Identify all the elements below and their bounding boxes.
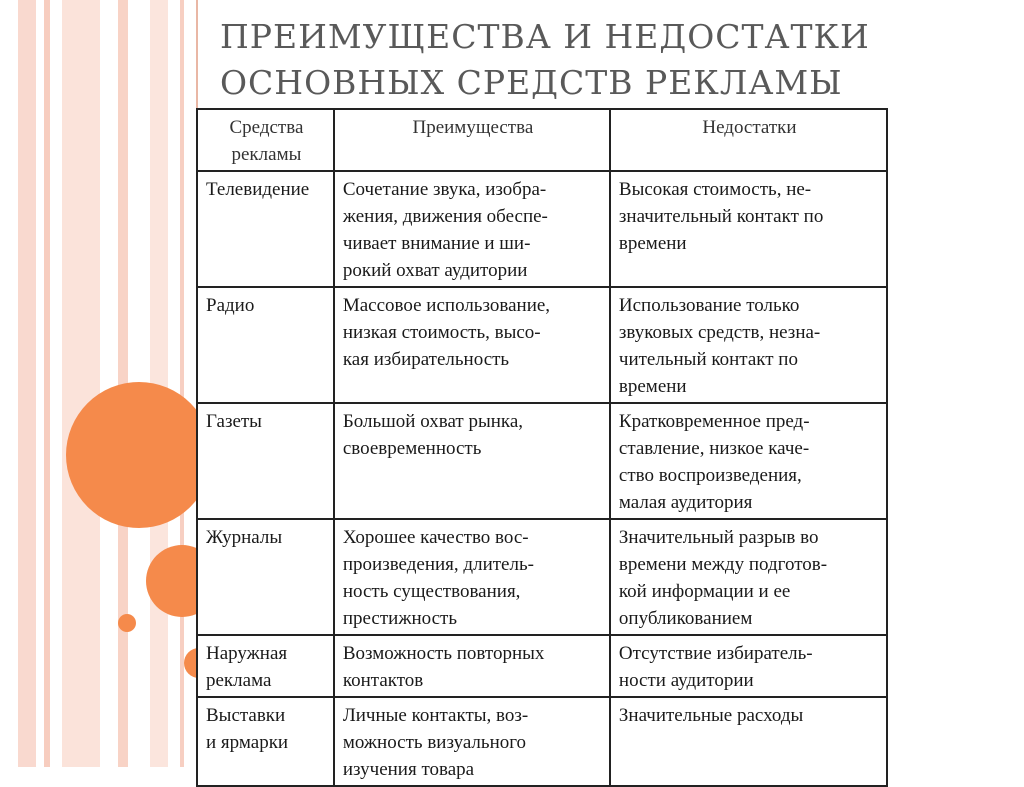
cell-medium: Наружная реклама [197, 635, 334, 697]
cell-advantages: Личные контакты, воз- можность визуального изучения товара [334, 697, 610, 786]
cell-advantages: Большой охват рынка, своевременность [334, 403, 610, 519]
header-media: Средства рекламы [197, 109, 334, 171]
cell-medium: Радио [197, 287, 334, 403]
cell-disadvantages: Использование только звуковых средств, незна- чительный контакт по времени [610, 287, 887, 403]
cell-disadvantages: Значительные расходы [610, 697, 887, 786]
cell-medium: Газеты [197, 403, 334, 519]
table-row [197, 403, 887, 519]
decorative-stripes [0, 0, 196, 767]
advertising-media-table [196, 108, 888, 787]
table-header-row [197, 109, 887, 171]
table-row [197, 171, 887, 287]
cell-disadvantages: Отсутствие избиратель- ности аудитории [610, 635, 887, 697]
cell-medium: Телевидение [197, 171, 334, 287]
decorative-circle-small [118, 614, 136, 632]
cell-advantages: Массовое использование, низкая стоимость, высо- кая избирательность [334, 287, 610, 403]
header-disadvantages: Недостатки [610, 109, 887, 171]
slide-title [220, 14, 1010, 106]
header-advantages: Преимущества [334, 109, 610, 171]
cell-medium: Журналы [197, 519, 334, 635]
cell-disadvantages: Значительный разрыв во времени между подготов- кой информации и ее опубликованием [610, 519, 887, 635]
cell-advantages: Сочетание звука, изобра- жения, движения обеспе- чивает внимание и ши- рокий охват аудитории [334, 171, 610, 287]
cell-disadvantages: Высокая стоимость, не- значительный контакт по времени [610, 171, 887, 287]
cell-medium: Выставки и ярмарки [197, 697, 334, 786]
table-row [197, 697, 887, 786]
slide-title-line-2: ОСНОВНЫХ СРЕДСТВ РЕКЛАМЫ [220, 63, 843, 102]
table-row [197, 635, 887, 697]
cell-advantages: Возможность повторных контактов [334, 635, 610, 697]
cell-disadvantages: Кратковременное пред- ставление, низкое каче- ство воспроизведения, малая аудитория [610, 403, 887, 519]
cell-advantages: Хорошее качество вос- произведения, длитель- ность существования, престижность [334, 519, 610, 635]
decorative-circle-large [66, 382, 212, 528]
slide-title-line-1: ПРЕИМУЩЕСТВА И НЕДОСТАТКИ [220, 17, 870, 56]
table-row [197, 519, 887, 635]
table-row [197, 287, 887, 403]
